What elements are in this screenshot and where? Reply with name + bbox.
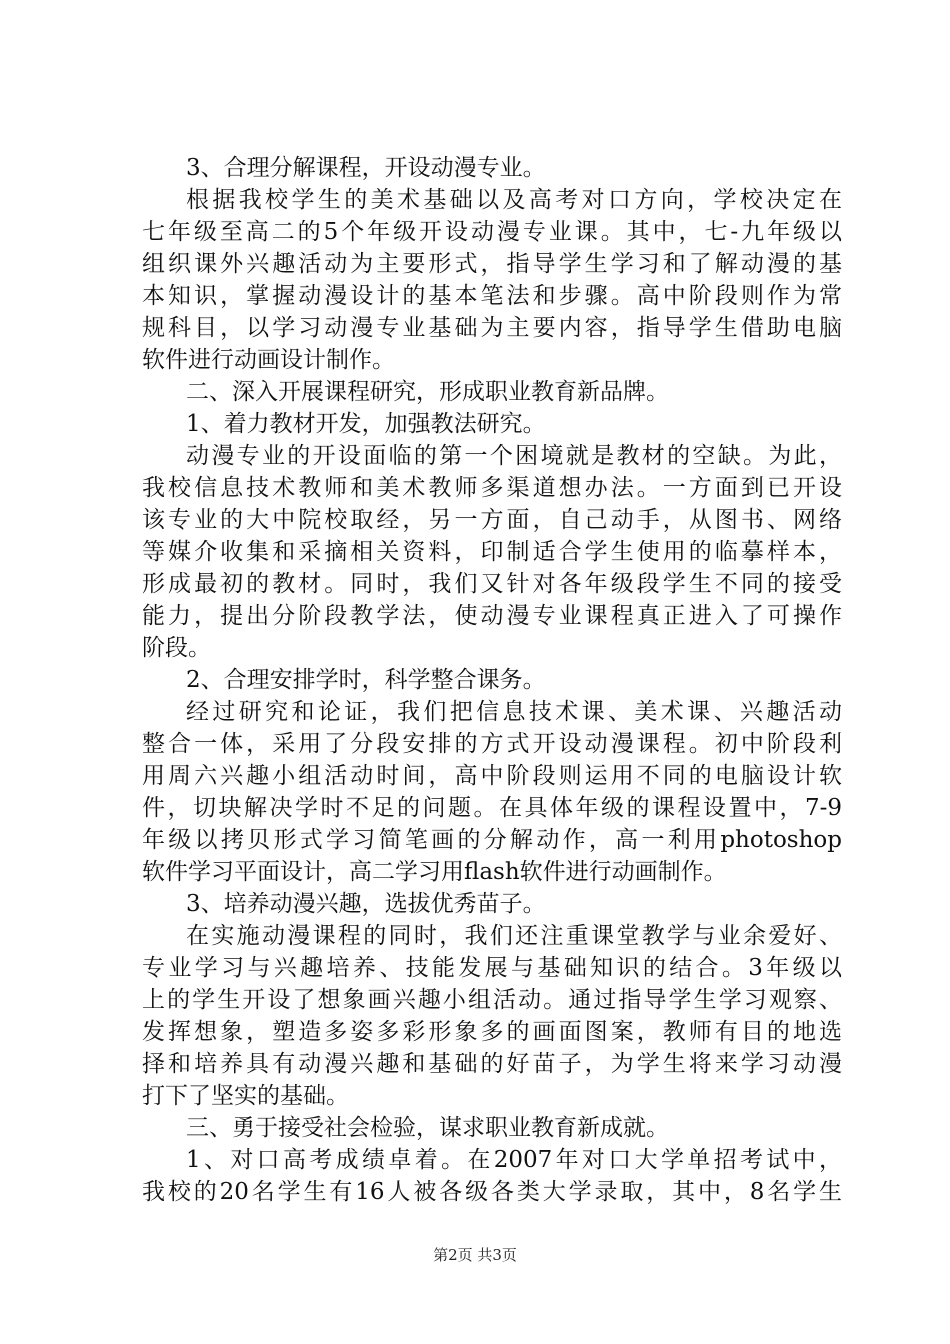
text-line: 3、合理分解课程，开设动漫专业。 [186, 155, 546, 181]
text-line: 件，切块解决学时不足的问题。在具体年级的课程设置中，7-9 [142, 795, 842, 821]
text-line: 等媒介收集和采摘相关资料，印制适合学生使用的临摹样本， [142, 539, 842, 565]
text-line: 根据我校学生的美术基础以及高考对口方向，学校决定在 [186, 187, 842, 213]
text-line: 专业学习与兴趣培养、技能发展与基础知识的结合。3年级以 [142, 955, 842, 981]
text-line: 七年级至高二的5个年级开设动漫专业课。其中，七-九年级以 [142, 219, 842, 245]
text-line: 择和培养具有动漫兴趣和基础的好苗子，为学生将来学习动漫 [142, 1051, 842, 1077]
text-line: 打下了坚实的基础。 [142, 1083, 349, 1109]
text-line: 动漫专业的开设面临的第一个困境就是教材的空缺。为此， [186, 443, 842, 469]
text-line: 我校的20名学生有16人被各级各类大学录取，其中，8名学生 [142, 1179, 842, 1205]
page-footer: 第2页 共3页 [433, 1246, 517, 1264]
text-line: 发挥想象，塑造多姿多彩形象多的画面图案，教师有目的地选 [142, 1019, 842, 1045]
text-line: 上的学生开设了想象画兴趣小组活动。通过指导学生学习观察、 [142, 987, 842, 1013]
text-line: 本知识，掌握动漫设计的基本笔法和步骤。高中阶段则作为常 [142, 283, 842, 309]
text-line: 1、对口高考成绩卓着。在2007年对口大学单招考试中， [186, 1147, 842, 1173]
text-line: 整合一体，采用了分段安排的方式开设动漫课程。初中阶段利 [142, 731, 842, 757]
document-body [142, 152, 842, 1208]
text-line: 三、勇于接受社会检验，谋求职业教育新成就。 [186, 1115, 669, 1141]
text-line: 组织课外兴趣活动为主要形式，指导学生学习和了解动漫的基 [142, 251, 842, 277]
text-line: 在实施动漫课程的同时，我们还注重课堂教学与业余爱好、 [186, 923, 842, 949]
text-line: 二、深入开展课程研究，形成职业教育新品牌。 [186, 379, 669, 405]
text-line: 能力，提出分阶段教学法，使动漫专业课程真正进入了可操作 [142, 603, 842, 629]
text-line: 经过研究和论证，我们把信息技术课、美术课、兴趣活动 [186, 699, 842, 725]
text-line: 规科目，以学习动漫专业基础为主要内容，指导学生借助电脑 [142, 315, 842, 341]
text-line: 阶段。 [142, 635, 211, 661]
text-line: 该专业的大中院校取经，另一方面，自己动手，从图书、网络 [142, 507, 842, 533]
text-line: 软件学习平面设计，高二学习用flash软件进行动画制作。 [142, 859, 727, 885]
text-line: 年级以拷贝形式学习简笔画的分解动作，高一利用photoshop [142, 827, 842, 853]
text-line: 3、培养动漫兴趣，选拔优秀苗子。 [186, 891, 546, 917]
text-line: 我校信息技术教师和美术教师多渠道想办法。一方面到已开设 [142, 475, 842, 501]
text-line: 软件进行动画设计制作。 [142, 347, 395, 373]
text-line: 用周六兴趣小组活动时间，高中阶段则运用不同的电脑设计软 [142, 763, 842, 789]
text-line: 1、着力教材开发，加强教法研究。 [186, 411, 546, 437]
text-line: 形成最初的教材。同时，我们又针对各年级段学生不同的接受 [142, 571, 842, 597]
text-line: 2、合理安排学时，科学整合课务。 [186, 667, 546, 693]
